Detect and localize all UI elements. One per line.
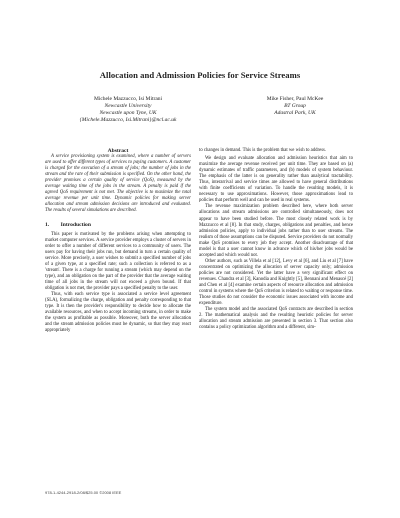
paragraph: We design and evaluate allocation and admission heuristics that aim to maximize the average revenue received per unit time. They are based on (a) dynamic estimates of traffic parameters, and (b) models of system behaviour. The emphasis of the latter is on generality rather than analytical tractability. Thus, interarrival and service times are allowed to have general distributions with finite coefficients of variation. To handle the resulting models, it is necessary to use approximations. However, those approximations lead to policies that perform well and can be used in real systems. [199, 156, 353, 204]
author-names: Mike Fisher, Paul McKee [266, 96, 324, 102]
paragraph: The system model and the associated QoS contracts are described in section 2. The mathematical analysis and the resulting heuristic policies for server allocation and stream admission are presented in section 3. That section also contains a policy optimization algorithm and a different, sim- [199, 307, 353, 331]
left-column [45, 148, 191, 334]
author-block-right [240, 96, 350, 117]
paragraph: Thus, with each service type is associated a service level agreement (SLA), formalizing the charge, obligation and penalty corresponding to that type. It is then the provider's responsibility to decide how to allocate the available resources, and when to accept incoming streams, in order to make the system as profitable as possible. Moreover, both the server allocation and the stream admission policies must be dynamic, so that they may react appropriately [45, 292, 191, 334]
section-title: Introduction [60, 221, 91, 228]
section-heading [45, 222, 191, 228]
author-address: Newcastle upon Tyne, UK [99, 110, 157, 117]
abstract-heading: Abstract [107, 148, 129, 154]
author-address: Adastral Park, UK [274, 110, 316, 117]
author-affiliation: BT Group [284, 103, 306, 110]
author-names: Michele Mazzucco, Isi Mitrani [93, 96, 163, 102]
paragraph: The revenue maximization problem described here, where both server allocations and stream admissions are controlled simultaneously, does not appear to have been studied before. The most closely related work is by Mazzucco et al [8]. In that study, charges, obligations and penalties, and hence admission policies, apply to individual jobs rather than to user streams. The realism of those assumptions can be disputed. Service providers do not normally make QoS promises to every job they accept. Another disadvantage of that model is that a user cannot know in advance which of his/her jobs would be accepted and which would not. [199, 204, 353, 258]
copyright-footer: 978-1-4244-2918-2/08/$25.00 ©2008 IEEE [45, 490, 122, 495]
paragraph: to changes in demand. This is the problem that we wish to address. [199, 148, 327, 153]
author-email: {Michele.Mazzucco, Isi.Mitrani}@ncl.ac.uk [79, 117, 177, 124]
abstract-text: A service provisioning system is examined, where a number of servers are used to offer different types of services to paying customers. A customer is charged for the execution of a stream of jobs; the number of jobs in the stream and the rate of their submission is specified. On the other hand, the provider promises a certain quality of service (QoS), measured by the average waiting time of the jobs in the stream. A penalty is paid if the agreed QoS requirement is not met. The objective is to maximize the total average revenue per unit time. Dynamic policies for making server allocation and stream admission decisions are introduced and evaluated. The results of several simulations are described. [45, 154, 191, 214]
author-block-left [58, 96, 198, 124]
author-affiliation: Newcastle University [104, 103, 152, 110]
section-number: 1. [45, 221, 50, 228]
paragraph: Other authors, such as Villela et al [12], Levy et al [6], and Liu et al [7] have concentrated on optimizing the allocation of server capacity only; admission policies are not considered. Yet the latter have a very significant effect on revenues. Chandra et al [3], Kanodia and Knightly [5], Bennani and Menascé [2] and Chen et al [4] examine certain aspects of resource allocation and admission control in systems where the QoS criterion is related to waiting or response time. Those studies do not consider the economic issues associated with income and expenditure. [199, 258, 353, 307]
paragraph: This paper is motivated by the problems arising when attempting to market computer services. A service provider employs a cluster of servers in order to offer a number of different services to a community of users. The users pay for having their jobs run, but demand in turn a certain quality of service. More precisely, a user wishes to submit a specified number of jobs of a given type, at a specified rate; such a collection is referred to as a 'stream'. There is a charge for running a stream (which may depend on the type), and an obligation on the part of the provider that the average waiting time of all jobs in the stream will not exceed a given bound. If that obligation is not met, the provider pays a specified penalty to the user. [45, 231, 191, 291]
right-column [199, 148, 353, 331]
paper-title: Allocation and Admission Policies for Service Streams [99, 70, 301, 80]
